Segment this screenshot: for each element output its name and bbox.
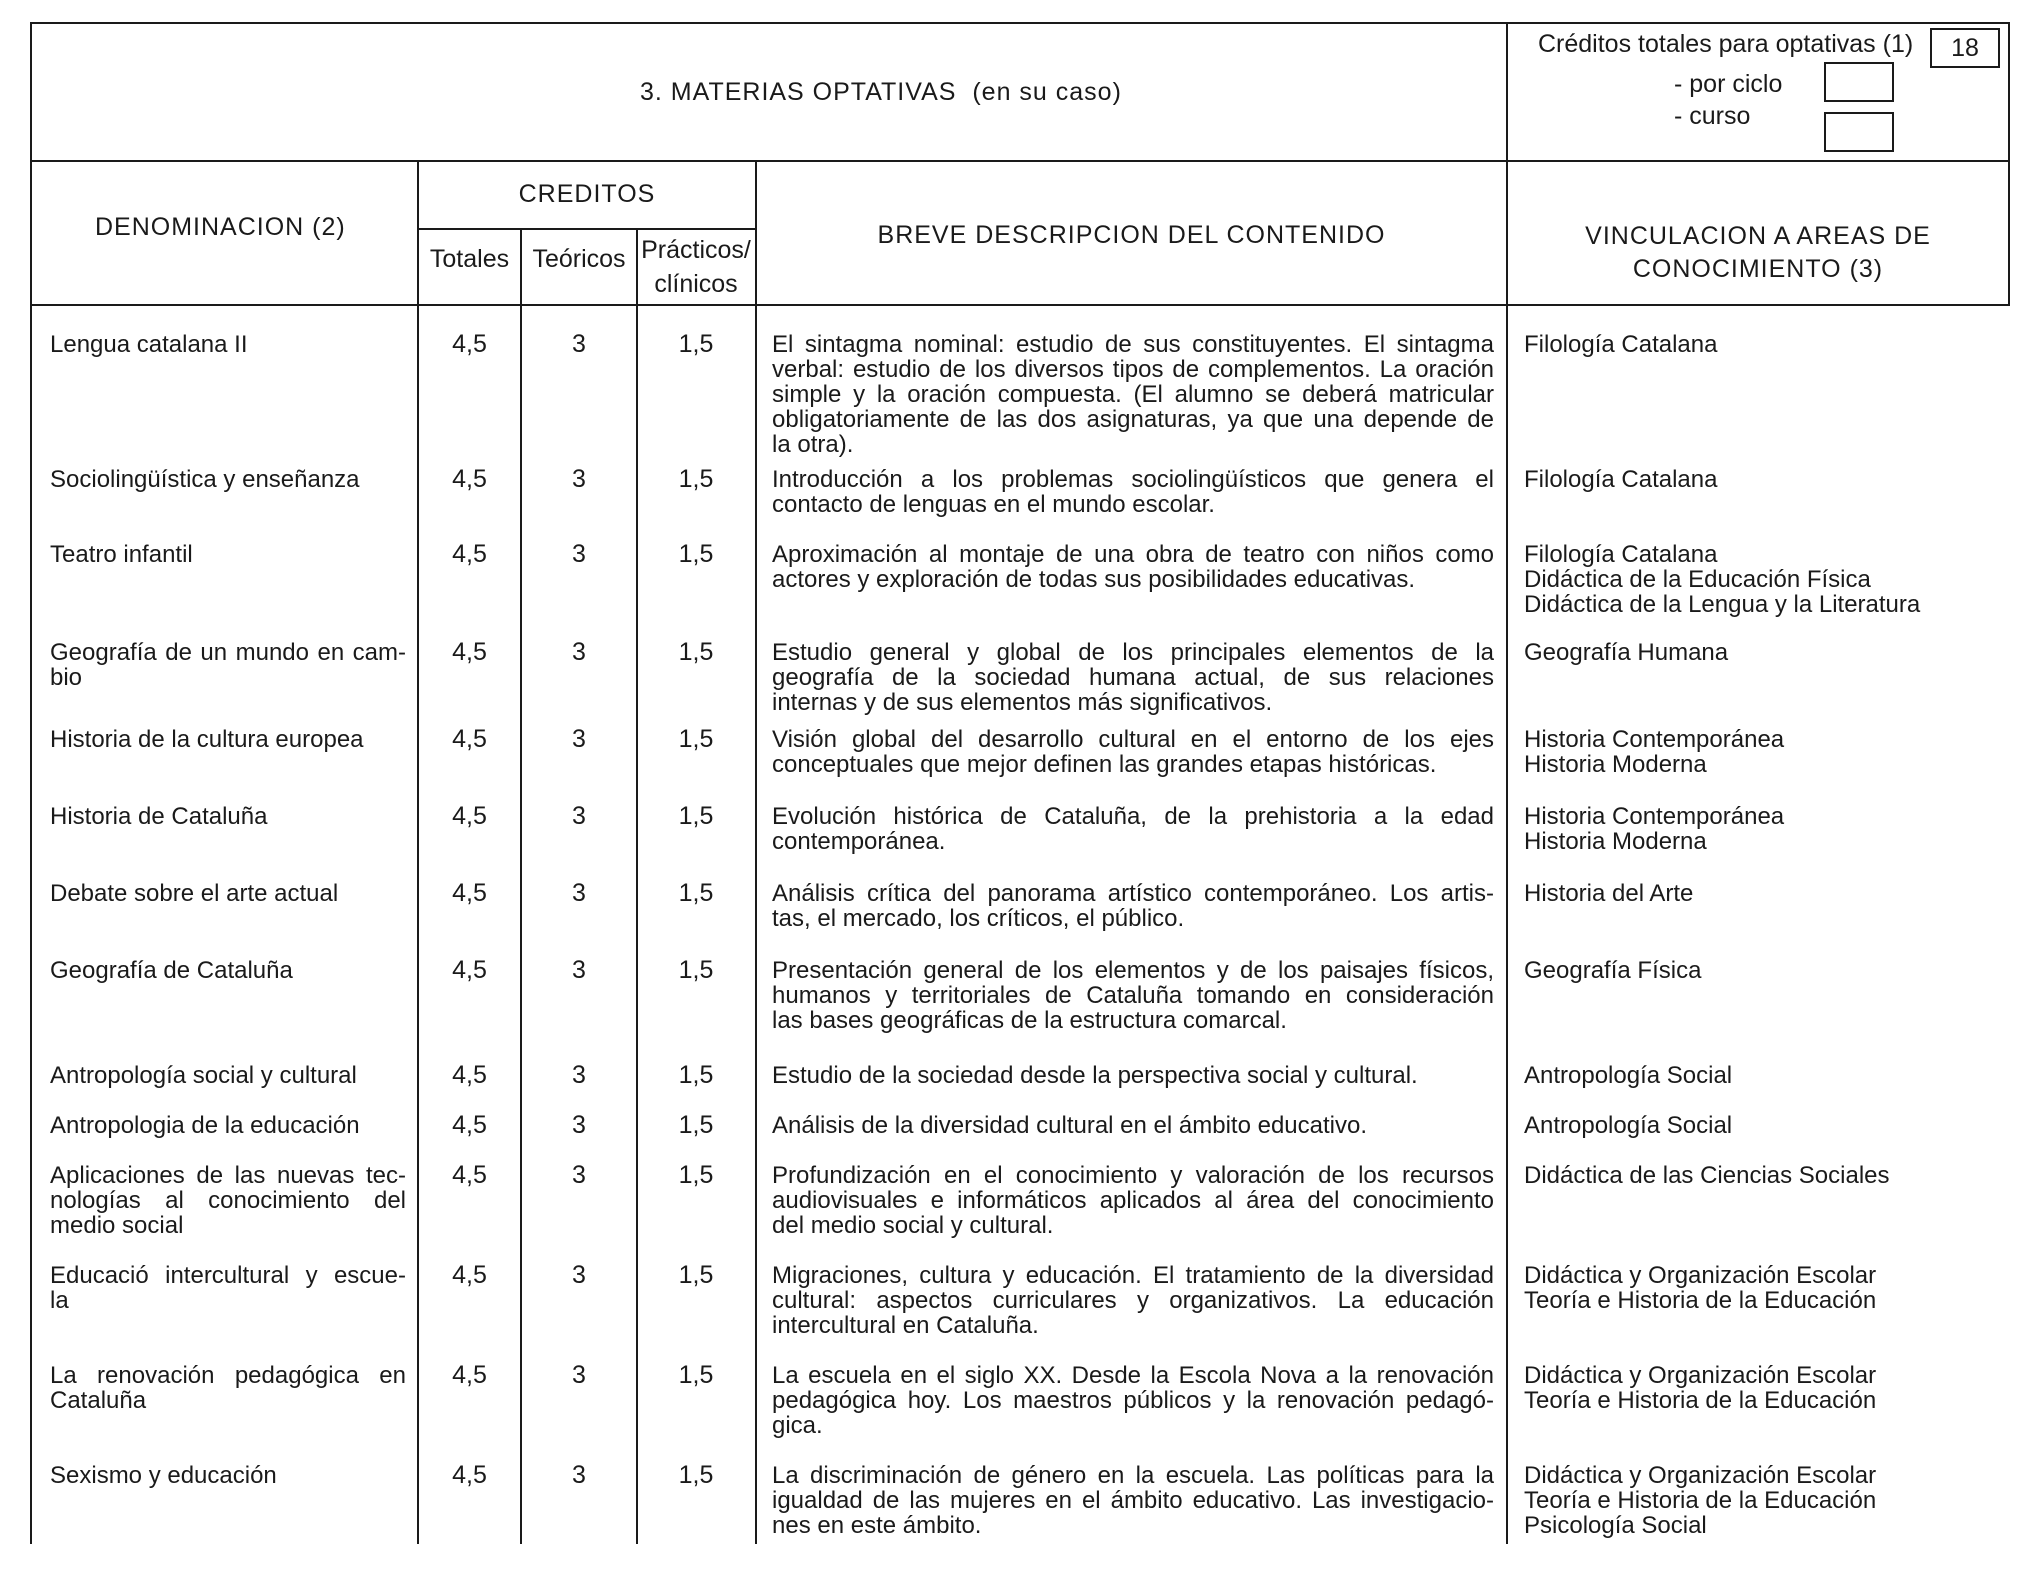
row-description-line: la otra). [772, 431, 854, 458]
row-denomination [50, 1463, 406, 1488]
row-denomination-line: Cataluña [50, 1387, 147, 1414]
row-credits-totals: 4,5 [452, 1061, 487, 1089]
row-description-line: Análisis de la diversidad cultural en el ámbito educativo. [772, 1112, 1367, 1139]
row-description [772, 804, 1494, 854]
row-credits-theoretical: 3 [572, 1261, 586, 1289]
credits-total-value: 18 [1951, 34, 1979, 62]
row-areas-line: Historia Moderna [1524, 751, 1707, 778]
row-credits-practical: 1,5 [678, 1361, 714, 1389]
row-description-line: conceptuales que mejor definen las grandes etapas históricas. [772, 751, 1437, 778]
row-description [772, 1113, 1494, 1138]
row-description [772, 958, 1494, 1033]
row-credits-theoretical: 3 [572, 1161, 586, 1189]
row-description-line: Aproximación al montaje de una obra de teatro con niños como [772, 541, 1494, 568]
row-denomination-line: Aplicaciones de las nuevas tec- [50, 1162, 406, 1189]
row-denomination [50, 727, 406, 752]
row-description-line: humanos y territoriales de Cataluña tomando en consideración [772, 982, 1494, 1009]
row-credits-totals: 4,5 [452, 879, 487, 907]
row-description-line: internas y de sus elementos más significativos. [772, 689, 1273, 716]
row-credits-totals: 4,5 [452, 802, 487, 830]
row-areas [1524, 332, 1994, 357]
row-description-line: gica. [772, 1412, 823, 1439]
row-description-line: igualdad de las mujeres en el ámbito educativo. Las investigacio- [772, 1487, 1494, 1514]
row-description [772, 1463, 1494, 1538]
row-denomination [50, 640, 406, 690]
row-credits-practical: 1,5 [678, 1061, 714, 1089]
row-areas-line: Filología Catalana [1524, 331, 1718, 358]
row-description-line: Presentación general de los elementos y de los paisajes físicos, [772, 957, 1494, 984]
row-description-line: actores y exploración de todas sus posibilidades educativas. [772, 566, 1416, 593]
row-areas-line: Psicología Social [1524, 1512, 1707, 1539]
row-areas-line: Filología Catalana [1524, 466, 1718, 493]
col-header-areas-line1: VINCULACION A AREAS DE [1585, 222, 1931, 250]
row-denomination-line: medio social [50, 1212, 184, 1239]
row-credits-theoretical: 3 [572, 1461, 586, 1489]
row-areas [1524, 1163, 1994, 1188]
row-description-line: contemporánea. [772, 828, 946, 855]
row-credits-practical: 1,5 [678, 802, 714, 830]
outer-left-border [30, 22, 32, 1544]
section-title-note: (en su caso) [972, 78, 1122, 106]
row-credits-totals: 4,5 [452, 1261, 487, 1289]
row-description-line: audiovisuales e informáticos aplicados al área del conocimiento [772, 1187, 1494, 1214]
row-description-line: Evolución histórica de Cataluña, de la prehistoria a la edad [772, 803, 1494, 830]
row-description-line: obligatoriamente de las dos asignaturas, ya que una depende de [772, 406, 1494, 433]
row-description-line: geografía de la sociedad humana actual, de sus relaciones [772, 664, 1494, 691]
row-areas [1524, 1263, 1994, 1313]
col-header-areas-line2: CONOCIMIENTO (3) [1632, 255, 1884, 283]
row-credits-theoretical: 3 [572, 330, 586, 358]
row-areas-line: Historia Contemporánea [1524, 726, 1785, 753]
row-credits-theoretical: 3 [572, 802, 586, 830]
row-description-line: intercultural en Cataluña. [772, 1312, 1039, 1339]
row-description [772, 1363, 1494, 1438]
row-areas [1524, 804, 1994, 854]
row-credits-theoretical: 3 [572, 638, 586, 666]
col-header-description: BREVE DESCRIPCION DEL CONTENIDO [877, 221, 1386, 249]
section-title-text: 3. MATERIAS OPTATIVAS [640, 78, 957, 106]
row-credits-theoretical: 3 [572, 725, 586, 753]
row-areas [1524, 1463, 1994, 1538]
row-credits-theoretical: 3 [572, 879, 586, 907]
row-areas [1524, 727, 1994, 777]
row-credits-totals: 4,5 [452, 956, 487, 984]
row-description-line: Introducción a los problemas sociolingüísticos que genera el [772, 466, 1494, 493]
row-credits-practical: 1,5 [678, 1111, 714, 1139]
row-denomination-line: la [50, 1287, 69, 1314]
row-areas [1524, 1113, 1994, 1138]
row-description-line: Estudio de la sociedad desde la perspectiva social y cultural. [772, 1062, 1418, 1089]
row-credits-totals: 4,5 [452, 1361, 487, 1389]
row-description-line: del medio social y cultural. [772, 1212, 1054, 1239]
row-description [772, 332, 1494, 457]
row-denomination-line: Geografía de Cataluña [50, 957, 293, 984]
row-description [772, 1063, 1494, 1088]
row-credits-totals: 4,5 [452, 540, 487, 568]
outer-right-border [2008, 22, 2010, 306]
row-areas-line: Didáctica de la Educación Física [1524, 566, 1871, 593]
row-description-line: Migraciones, cultura y educación. El tratamiento de la diversidad [772, 1262, 1494, 1289]
row-credits-totals: 4,5 [452, 725, 487, 753]
row-denomination [50, 542, 406, 567]
row-areas-line: Didáctica y Organización Escolar [1524, 1462, 1877, 1489]
col-header-credits: CREDITOS [518, 180, 656, 208]
row-credits-totals: 4,5 [452, 1161, 487, 1189]
row-areas [1524, 1363, 1994, 1413]
header-right-divider [1506, 22, 1508, 162]
row-areas [1524, 881, 1994, 906]
row-description-line: pedagógica hoy. Los maestros públicos y la renovación pedagó- [772, 1387, 1494, 1414]
row-denomination-line: Sociolingüística y enseñanza [50, 466, 360, 493]
row-credits-practical: 1,5 [678, 879, 714, 907]
row-denomination [50, 1113, 406, 1138]
row-denomination [50, 1263, 406, 1313]
outer-top-border [30, 22, 2010, 24]
row-credits-theoretical: 3 [572, 1061, 586, 1089]
row-credits-theoretical: 3 [572, 1111, 586, 1139]
row-areas-line: Antropología Social [1524, 1062, 1733, 1089]
row-denomination [50, 332, 406, 357]
row-description-line: Análisis crítica del panorama artístico contemporáneo. Los artis- [772, 880, 1494, 907]
row-description-line: El sintagma nominal: estudio de sus constituyentes. El sintagma [772, 331, 1494, 358]
row-denomination-line: Antropologia de la educación [50, 1112, 360, 1139]
row-areas-line: Geografía Física [1524, 957, 1702, 984]
row-denomination-line: bio [50, 664, 83, 691]
row-credits-theoretical: 3 [572, 540, 586, 568]
row-areas [1524, 467, 1994, 492]
row-description [772, 542, 1494, 592]
row-denomination [50, 958, 406, 983]
row-credits-practical: 1,5 [678, 330, 714, 358]
row-areas-line: Didáctica y Organización Escolar [1524, 1362, 1877, 1389]
row-credits-totals: 4,5 [452, 1461, 487, 1489]
row-areas-line: Teoría e Historia de la Educación [1524, 1487, 1877, 1514]
per-cycle-label: - por ciclo [1674, 70, 1783, 98]
row-areas [1524, 958, 1994, 983]
row-denomination [50, 804, 406, 829]
row-description [772, 727, 1494, 777]
row-description-line: las bases geográficas de la estructura comarcal. [772, 1007, 1287, 1034]
credits-total-label: Créditos totales para optativas (1) [1538, 30, 1914, 58]
row-description-line: La escuela en el siglo XX. Desde la Escola Nova a la renovación [772, 1362, 1494, 1389]
row-credits-theoretical: 3 [572, 1361, 586, 1389]
row-credits-theoretical: 3 [572, 465, 586, 493]
row-description [772, 1263, 1494, 1338]
row-areas-line: Historia Contemporánea [1524, 803, 1785, 830]
row-denomination-line: Sexismo y educación [50, 1462, 277, 1489]
row-areas-line: Teoría e Historia de la Educación [1524, 1287, 1877, 1314]
row-areas-line: Didáctica de las Ciencias Sociales [1524, 1162, 1890, 1189]
per-course-box[interactable] [1824, 112, 1894, 152]
row-denomination-line: Antropología social y cultural [50, 1062, 357, 1089]
per-course-label: - curso [1674, 102, 1751, 130]
row-description-line: verbal: estudio de los diversos tipos de complementos. La oración [772, 356, 1494, 383]
row-denomination-line: Teatro infantil [50, 541, 193, 568]
col-header-denomination: DENOMINACION (2) [95, 213, 346, 241]
header-bottom-border [30, 160, 2010, 162]
row-denomination-line: Educació intercultural y escue- [50, 1262, 406, 1289]
row-credits-practical: 1,5 [678, 956, 714, 984]
row-areas-line: Geografía Humana [1524, 639, 1729, 666]
row-denomination [50, 881, 406, 906]
row-denomination-line: nologías al conocimiento del [50, 1187, 406, 1214]
row-denomination-line: Historia de Cataluña [50, 803, 268, 830]
row-description [772, 1163, 1494, 1238]
row-credits-practical: 1,5 [678, 1161, 714, 1189]
row-denomination [50, 1163, 406, 1238]
row-credits-practical: 1,5 [678, 638, 714, 666]
col-header-practical-line2: clínicos [654, 270, 738, 298]
row-denomination [50, 467, 406, 492]
col-header-practical-line1: Prácticos/ [641, 236, 751, 264]
col-header-theoretical: Teóricos [532, 245, 626, 273]
row-credits-totals: 4,5 [452, 1111, 487, 1139]
row-credits-totals: 4,5 [452, 465, 487, 493]
row-credits-practical: 1,5 [678, 465, 714, 493]
row-denomination-line: Debate sobre el arte actual [50, 880, 339, 907]
col-divider-practical [755, 160, 757, 1544]
row-credits-totals: 4,5 [452, 330, 487, 358]
row-areas-line: Historia del Arte [1524, 880, 1694, 907]
row-credits-practical: 1,5 [678, 540, 714, 568]
row-areas-line: Antropología Social [1524, 1112, 1733, 1139]
row-description-line: tas, el mercado, los críticos, el público. [772, 905, 1185, 932]
row-areas-line: Didáctica de la Lengua y la Literatura [1524, 591, 1921, 618]
row-areas [1524, 640, 1994, 665]
row-denomination-line: Geografía de un mundo en cam- [50, 639, 406, 666]
row-credits-totals: 4,5 [452, 638, 487, 666]
row-description-line: Profundización en el conocimiento y valoración de los recursos [772, 1162, 1494, 1189]
credits-subheader-divider [417, 228, 757, 230]
row-denomination [50, 1363, 406, 1413]
row-credits-practical: 1,5 [678, 1461, 714, 1489]
row-denomination-line: La renovación pedagógica en [50, 1362, 406, 1389]
row-denomination-line: Lengua catalana II [50, 331, 248, 358]
row-description [772, 640, 1494, 715]
row-description [772, 467, 1494, 517]
col-divider-description [1506, 160, 1508, 1544]
row-credits-practical: 1,5 [678, 1261, 714, 1289]
row-denomination-line: Historia de la cultura europea [50, 726, 364, 753]
row-description-line: Visión global del desarrollo cultural en el entorno de los ejes [772, 726, 1494, 753]
row-credits-practical: 1,5 [678, 725, 714, 753]
row-areas-line: Didáctica y Organización Escolar [1524, 1262, 1877, 1289]
column-header-bottom-border [30, 304, 2010, 306]
row-description-line: cultural: aspectos curriculares y organizativos. La educación [772, 1287, 1494, 1314]
row-description-line: simple y la oración compuesta. (El alumno se deberá matricular [772, 381, 1494, 408]
per-cycle-box[interactable] [1824, 62, 1894, 102]
row-description-line: contacto de lenguas en el mundo escolar. [772, 491, 1215, 518]
col-divider-denomination [417, 160, 419, 1544]
row-areas [1524, 1063, 1994, 1088]
row-description-line: nes en este ámbito. [772, 1512, 982, 1539]
row-denomination [50, 1063, 406, 1088]
row-credits-theoretical: 3 [572, 956, 586, 984]
row-areas-line: Teoría e Historia de la Educación [1524, 1387, 1877, 1414]
row-description-line: La discriminación de género en la escuela. Las políticas para la [772, 1462, 1494, 1489]
row-areas-line: Filología Catalana [1524, 541, 1718, 568]
row-areas-line: Historia Moderna [1524, 828, 1707, 855]
section-title [640, 80, 1122, 105]
row-areas [1524, 542, 1994, 617]
col-header-totals: Totales [429, 245, 510, 273]
row-description-line: Estudio general y global de los principales elementos de la [772, 639, 1494, 666]
row-description [772, 881, 1494, 931]
